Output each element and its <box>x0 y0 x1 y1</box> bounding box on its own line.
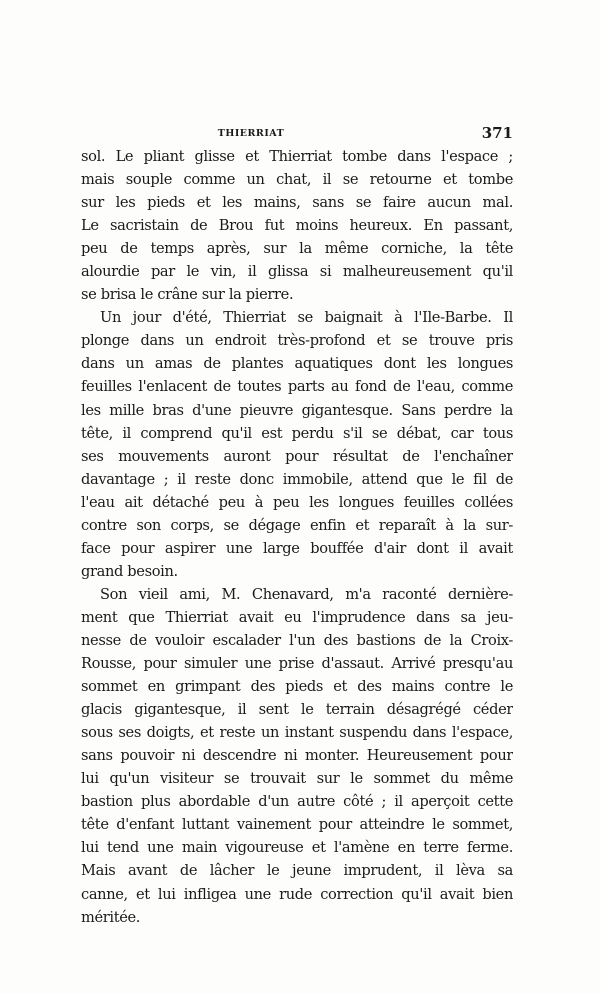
text-line: mais souple comme un chat, il se retourne et tombe <box>81 171 513 189</box>
text-line: face pour aspirer une large bouffée d'air dont il avait <box>81 539 513 557</box>
text-line: bastion plus abordable d'un autre côté ; il aperçoit cette <box>81 793 513 811</box>
text-line: Rousse, pour simuler une prise d'assaut. Arrivé presqu'au <box>81 655 513 673</box>
text-line: nesse de vouloir escalader l'un des bastions de la Croix- <box>81 631 513 649</box>
text-line: contre son corps, se dégage enfin et reparaît à la sur- <box>81 516 513 534</box>
text-line: se brisa le crâne sur la pierre. <box>81 286 294 304</box>
text-line: alourdie par le vin, il glissa si malheureusement qu'il <box>81 263 513 281</box>
text-line: Son vieil ami, M. Chenavard, m'a raconté dernière- <box>100 585 513 603</box>
text-line: lui qu'un visiteur se trouvait sur le sommet du même <box>81 770 513 788</box>
body-text <box>81 145 513 929</box>
text-line: sol. Le pliant glisse et Thierriat tombe dans l'espace ; <box>81 148 513 165</box>
text-line: grand besoin. <box>81 562 178 580</box>
text-line: tête, il comprend qu'il est perdu s'il se débat, car tous <box>81 424 513 442</box>
text-line: sous ses doigts, et reste un instant suspendu dans l'espace, <box>81 724 513 742</box>
text-line: sans pouvoir ni descendre ni monter. Heureusement pour <box>81 747 513 765</box>
page-header <box>81 124 513 142</box>
text-line: plonge dans un endroit très-profond et se trouve pris <box>81 332 513 350</box>
text-line: dans un amas de plantes aquatiques dont les longues <box>81 355 513 373</box>
text-line: tête d'enfant luttant vainement pour atteindre le sommet, <box>81 816 513 834</box>
text-line: l'eau ait détaché peu à peu les longues feuilles collées <box>81 493 513 511</box>
text-line: Un jour d'été, Thierriat se baignait à l'Ile-Barbe. Il <box>100 309 513 327</box>
text-line: peu de temps après, sur la même corniche, la tête <box>81 240 513 258</box>
text-line: feuilles l'enlacent de toutes parts au fond de l'eau, comme <box>81 378 513 396</box>
text-line: Le sacristain de Brou fut moins heureux. En passant, <box>81 217 513 235</box>
text-line: ses mouvements auront pour résultat de l'enchaîner <box>81 447 513 465</box>
text-line: Mais avant de lâcher le jeune imprudent, il lèva sa <box>81 862 513 880</box>
text-line: glacis gigantesque, il sent le terrain désagrégé céder <box>81 701 513 719</box>
page-number: 371 <box>481 124 513 142</box>
text-line: les mille bras d'une pieuvre gigantesque. Sans perdre la <box>81 401 513 419</box>
text-line: sur les pieds et les mains, sans se faire aucun mal. <box>81 194 513 212</box>
text-line: sommet en grimpant des pieds et des mains contre le <box>81 678 513 696</box>
running-title: THIERRIAT <box>217 128 285 139</box>
text-line: ment que Thierriat avait eu l'imprudence dans sa jeu- <box>81 608 513 626</box>
text-line: lui tend une main vigoureuse et l'amène en terre ferme. <box>81 839 513 857</box>
text-line: canne, et lui infligea une rude correction qu'il avait bien <box>81 885 513 903</box>
text-line: méritée. <box>81 908 141 926</box>
text-line: davantage ; il reste donc immobile, attend que le fil de <box>81 470 513 488</box>
